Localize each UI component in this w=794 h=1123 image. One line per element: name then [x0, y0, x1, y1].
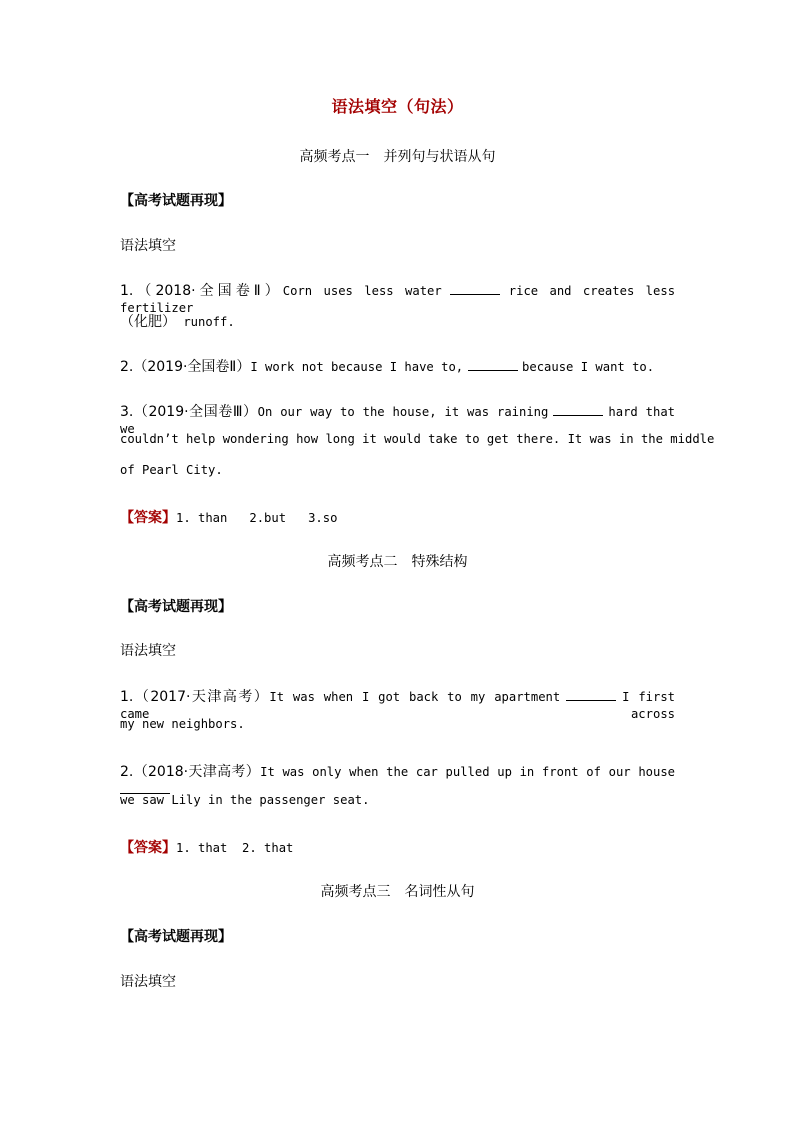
section-heading: 高频考点一 并列句与状语从句	[299, 149, 496, 165]
question-text: because I want to.	[522, 360, 655, 374]
fill-blank[interactable]	[553, 403, 603, 416]
answer-label: 【答案】	[120, 840, 176, 856]
question-text: On our way to the house, it was raining	[257, 405, 549, 419]
question-text: I first came across	[120, 690, 676, 721]
question-text: Corn uses less water	[282, 284, 442, 298]
question-prefix: 1.（2018·全国卷Ⅱ）	[120, 283, 283, 299]
section-heading: 高频考点二 特殊结构	[327, 554, 468, 570]
section-subheading: 语法填空	[120, 643, 176, 659]
answer-line	[120, 837, 675, 857]
question-text: I work not because I have to,	[250, 360, 464, 374]
question-text: It was only when the car pulled up in front of our house	[260, 765, 676, 779]
section-subheading: 语法填空	[120, 238, 176, 254]
page-title: 语法填空（句法）	[331, 97, 464, 116]
question-2-cont: we saw Lily in the passenger seat.	[120, 793, 370, 807]
fill-blank[interactable]	[468, 358, 518, 371]
question-prefix: 2.（2018·天津高考）	[120, 764, 261, 780]
question-text: hard that we	[120, 405, 676, 436]
section-subheading: 语法填空	[120, 974, 176, 990]
question-3-cont: couldn’t help wondering how long it would take to get there. It was in the middle	[120, 432, 715, 446]
question-1-cont	[120, 311, 675, 331]
answer-label: 【答案】	[120, 510, 176, 526]
answer-text: 1. than 2.but 3.so	[176, 511, 338, 525]
question-1-cont: my new neighbors.	[120, 717, 245, 731]
question-text: It was when I got back to my apartment	[269, 690, 561, 704]
question-prefix: 2.（2019·全国卷Ⅱ）	[120, 359, 251, 375]
question-2	[120, 356, 675, 376]
section-label: 【高考试题再现】	[120, 929, 232, 945]
question-text: runoff.	[176, 315, 235, 329]
question-text: （化肥）	[120, 314, 176, 330]
answer-text: 1. that 2. that	[176, 841, 294, 855]
section-label: 【高考试题再现】	[120, 193, 232, 209]
section-heading: 高频考点三 名词性从句	[320, 884, 475, 900]
question-text: rice and creates less fertilizer	[120, 284, 676, 315]
question-prefix: 3.（2019·全国卷Ⅲ）	[120, 404, 258, 420]
fill-blank[interactable]	[566, 688, 616, 701]
question-3-cont: of Pearl City.	[120, 463, 223, 477]
fill-blank[interactable]	[450, 282, 500, 295]
question-prefix: 1.（2017·天津高考）	[120, 689, 270, 705]
answer-line	[120, 507, 675, 527]
section-label: 【高考试题再现】	[120, 599, 232, 615]
